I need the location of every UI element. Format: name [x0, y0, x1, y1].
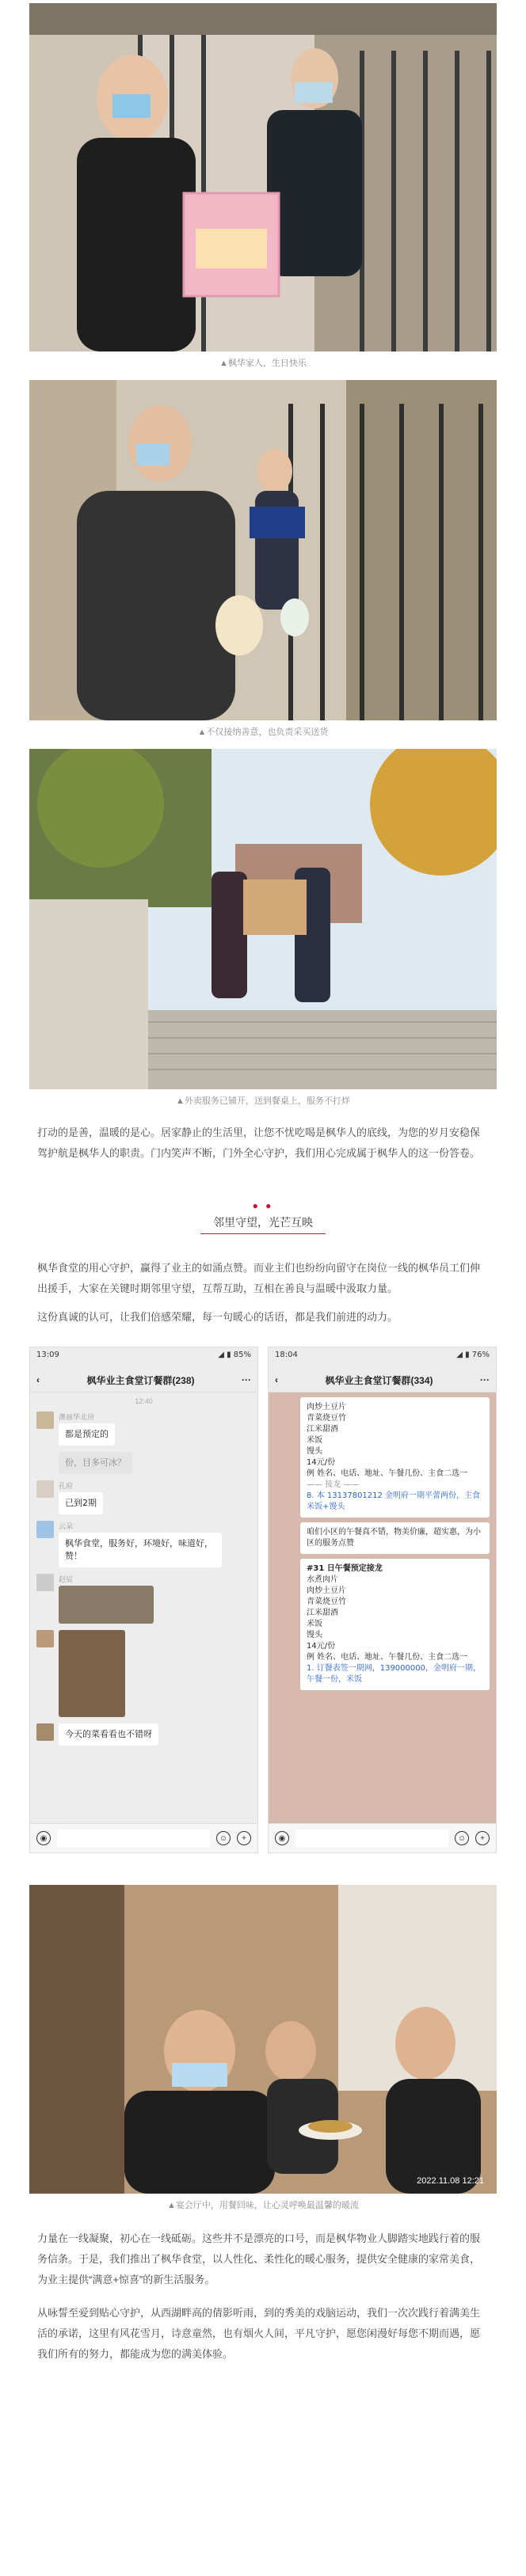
sender-name: 孔府: [59, 1482, 74, 1490]
paragraph: 这份真诚的认可，让我们倍感荣耀，每一句暖心的话语，都是我们前进的动力。: [37, 1311, 398, 1323]
chat-message: [36, 1521, 251, 1567]
photo-timestamp: 2022.11.08 12:21: [417, 2176, 484, 2186]
article-page: [0, 3, 526, 2365]
order-line: 青菜烧豆竹: [307, 1414, 346, 1423]
chat-message: [36, 1452, 251, 1474]
photo-outdoor-illustration: [29, 749, 497, 1089]
section-title-dots: ● ●: [252, 1200, 274, 1211]
order-message: [300, 1397, 490, 1518]
status-bar: [30, 1347, 257, 1368]
message-text: 枫华食堂，服务好，环境好，味道好，赞！: [59, 1533, 222, 1567]
status-signal: ◢ ▮ 85%: [218, 1351, 251, 1359]
chat-message: [36, 1411, 251, 1446]
order-line: 江米甜酒: [307, 1425, 338, 1434]
photo-caption: ▲不仅接纳善意，也负责采买送货: [197, 728, 329, 737]
order-line: 馒头: [307, 1631, 322, 1639]
message-text: 份，目多可冰？: [59, 1452, 132, 1474]
photo-delivery: [29, 380, 497, 720]
avatar: [36, 1521, 54, 1538]
order-message: [300, 1559, 490, 1690]
photo-caption: ▲枫华家人，生日快乐: [219, 359, 307, 368]
avatar: [36, 1630, 54, 1647]
order-line: 米饭: [307, 1436, 322, 1445]
chat-screenshots: [29, 1347, 497, 1853]
order-line: 馒头: [307, 1447, 322, 1456]
paragraph: 打动的是善，温暖的是心。居家静止的生活里，让您不忧吃喝是枫华人的底线，为您的岁月安稳保驾护航是枫华人的职责。门内笑声不断，门外全心守护，我们用心完成属于枫华人的这一份答卷。: [37, 1127, 481, 1159]
photo-caption: ▲外卖服务已铺开，送到餐桌上，服务不打烊: [176, 1096, 350, 1106]
message-input[interactable]: [295, 1829, 448, 1847]
sender-name: 澳丽华北房: [59, 1413, 95, 1421]
back-icon[interactable]: ‹: [36, 1374, 40, 1385]
chat-message: [36, 1723, 251, 1746]
order-line: 肉炒土豆片: [307, 1586, 346, 1595]
comment-message: 咱们小区的午餐真不错，物美价廉，超实惠，为小区的服务点赞: [300, 1522, 490, 1554]
paragraph: 力量在一线凝聚，初心在一线砥砺。这些并不是漂亮的口号，而是枫华物业人脚踏实地践行着的服务信条。于是，我们推出了枫华食堂，以人性化、柔性化的暖心服务，提供安全健康的家常美食，为业主提供“满意+惊喜”的新生活服务。: [37, 2232, 481, 2285]
order-line: 1. 订餐表签一期网，139000000，金明府一期，午餐一份，米饭: [307, 1664, 481, 1684]
avatar: [36, 1480, 54, 1498]
message-image[interactable]: [59, 1586, 154, 1624]
chat-input-bar: [30, 1823, 257, 1852]
chat-caption: [0, 1858, 526, 1866]
chat-input-bar: [269, 1823, 496, 1852]
chat-message: [36, 1630, 251, 1717]
status-signal: ◢ ▮ 76%: [456, 1351, 490, 1359]
photo-dining-illustration: [29, 1885, 497, 2194]
more-icon[interactable]: ···: [242, 1374, 251, 1385]
chat-screenshot-left: [29, 1347, 258, 1853]
order-line: 14元/份: [307, 1458, 336, 1467]
paragraph: 从咏誓至爱到贴心守护，从西湖畔高的倩影听雨，到的秀美的戏脑运动，我们一次次践行着满美生活的承诺，这里有风花雪月，诗意童然，也有烟火人间，平凡守护，愿您闲漫好每您不期而遇，愿我们所有的努力，都能成为您的满美体验。: [37, 2307, 481, 2360]
chat-header: [30, 1368, 257, 1392]
photo-birthday-gift: [29, 3, 497, 351]
order-line: 例 姓名、电话、地址、午餐几份、主食二选一: [307, 1469, 468, 1478]
photo-caption: ▲宴会厅中，用餐回味，让心灵呼唤最温馨的暖流: [167, 2201, 359, 2210]
chat-title: 枫华业主食堂订餐群(238): [86, 1374, 195, 1386]
message-text: 今天的菜看看也不错呀: [59, 1723, 158, 1746]
status-time: 13:09: [36, 1351, 59, 1359]
chat-date: 12:40: [135, 1397, 153, 1405]
order-line: 14元/份: [307, 1642, 336, 1651]
order-line: 米饭: [307, 1620, 322, 1628]
paragraph: 枫华食堂的用心守护，赢得了业主的如涌点赞。而业主们也纷纷向留守在岗位一线的枫华员工们伸出援手，大家在关键时期邻里守望，互帮互助，互相在善良与温暖中汲取力量。: [37, 1262, 481, 1294]
chat-title: 枫华业主食堂订餐群(334): [325, 1374, 433, 1386]
order-line: 水煮肉片: [307, 1575, 338, 1584]
order-line: —— 接龙 ——: [307, 1480, 360, 1489]
order-line: 8. 本 13137801212 金明府一期平蕾两份，主食米饭+馒头: [307, 1491, 481, 1511]
message-text: 都是预定的: [59, 1423, 115, 1446]
sender-name: 云朵: [59, 1522, 74, 1530]
avatar: [36, 1574, 54, 1591]
photo-outdoor: [29, 749, 497, 1089]
sender-name: 赵辰: [59, 1575, 74, 1583]
emoji-icon[interactable]: ☺: [216, 1831, 231, 1845]
voice-icon[interactable]: ◉: [36, 1831, 51, 1845]
back-icon[interactable]: ‹: [275, 1374, 278, 1385]
order-line: 青菜烧豆竹: [307, 1598, 346, 1606]
order-line: 肉炒土豆片: [307, 1403, 346, 1411]
more-icon[interactable]: ···: [480, 1374, 490, 1385]
photo-dining: [29, 1885, 497, 2194]
photo-delivery-illustration: [29, 380, 497, 720]
avatar: [36, 1723, 54, 1741]
chat-screenshot-right: [268, 1347, 497, 1853]
section-title: [0, 1200, 526, 1234]
message-input[interactable]: [57, 1829, 210, 1847]
photo-birthday-gift-illustration: [29, 3, 497, 351]
order-line: 例 姓名、电话、地址、午餐几份、主食二选一: [307, 1653, 468, 1662]
voice-icon[interactable]: ◉: [275, 1831, 289, 1845]
section-title-text: 邻里守望，光芒互映: [200, 1211, 326, 1234]
avatar: [36, 1411, 54, 1429]
add-icon[interactable]: +: [475, 1831, 490, 1845]
status-bar: [269, 1347, 496, 1368]
message-text: 已到2期: [59, 1492, 103, 1514]
chat-message: [36, 1574, 251, 1624]
chat-header: [269, 1368, 496, 1392]
add-icon[interactable]: +: [237, 1831, 251, 1845]
chat-message: [36, 1480, 251, 1514]
status-time: 18:04: [275, 1351, 298, 1359]
emoji-icon[interactable]: ☺: [455, 1831, 469, 1845]
message-image[interactable]: [59, 1630, 125, 1717]
order-line: #31 日午餐预定接龙: [307, 1564, 383, 1573]
order-line: 江米甜酒: [307, 1609, 338, 1617]
